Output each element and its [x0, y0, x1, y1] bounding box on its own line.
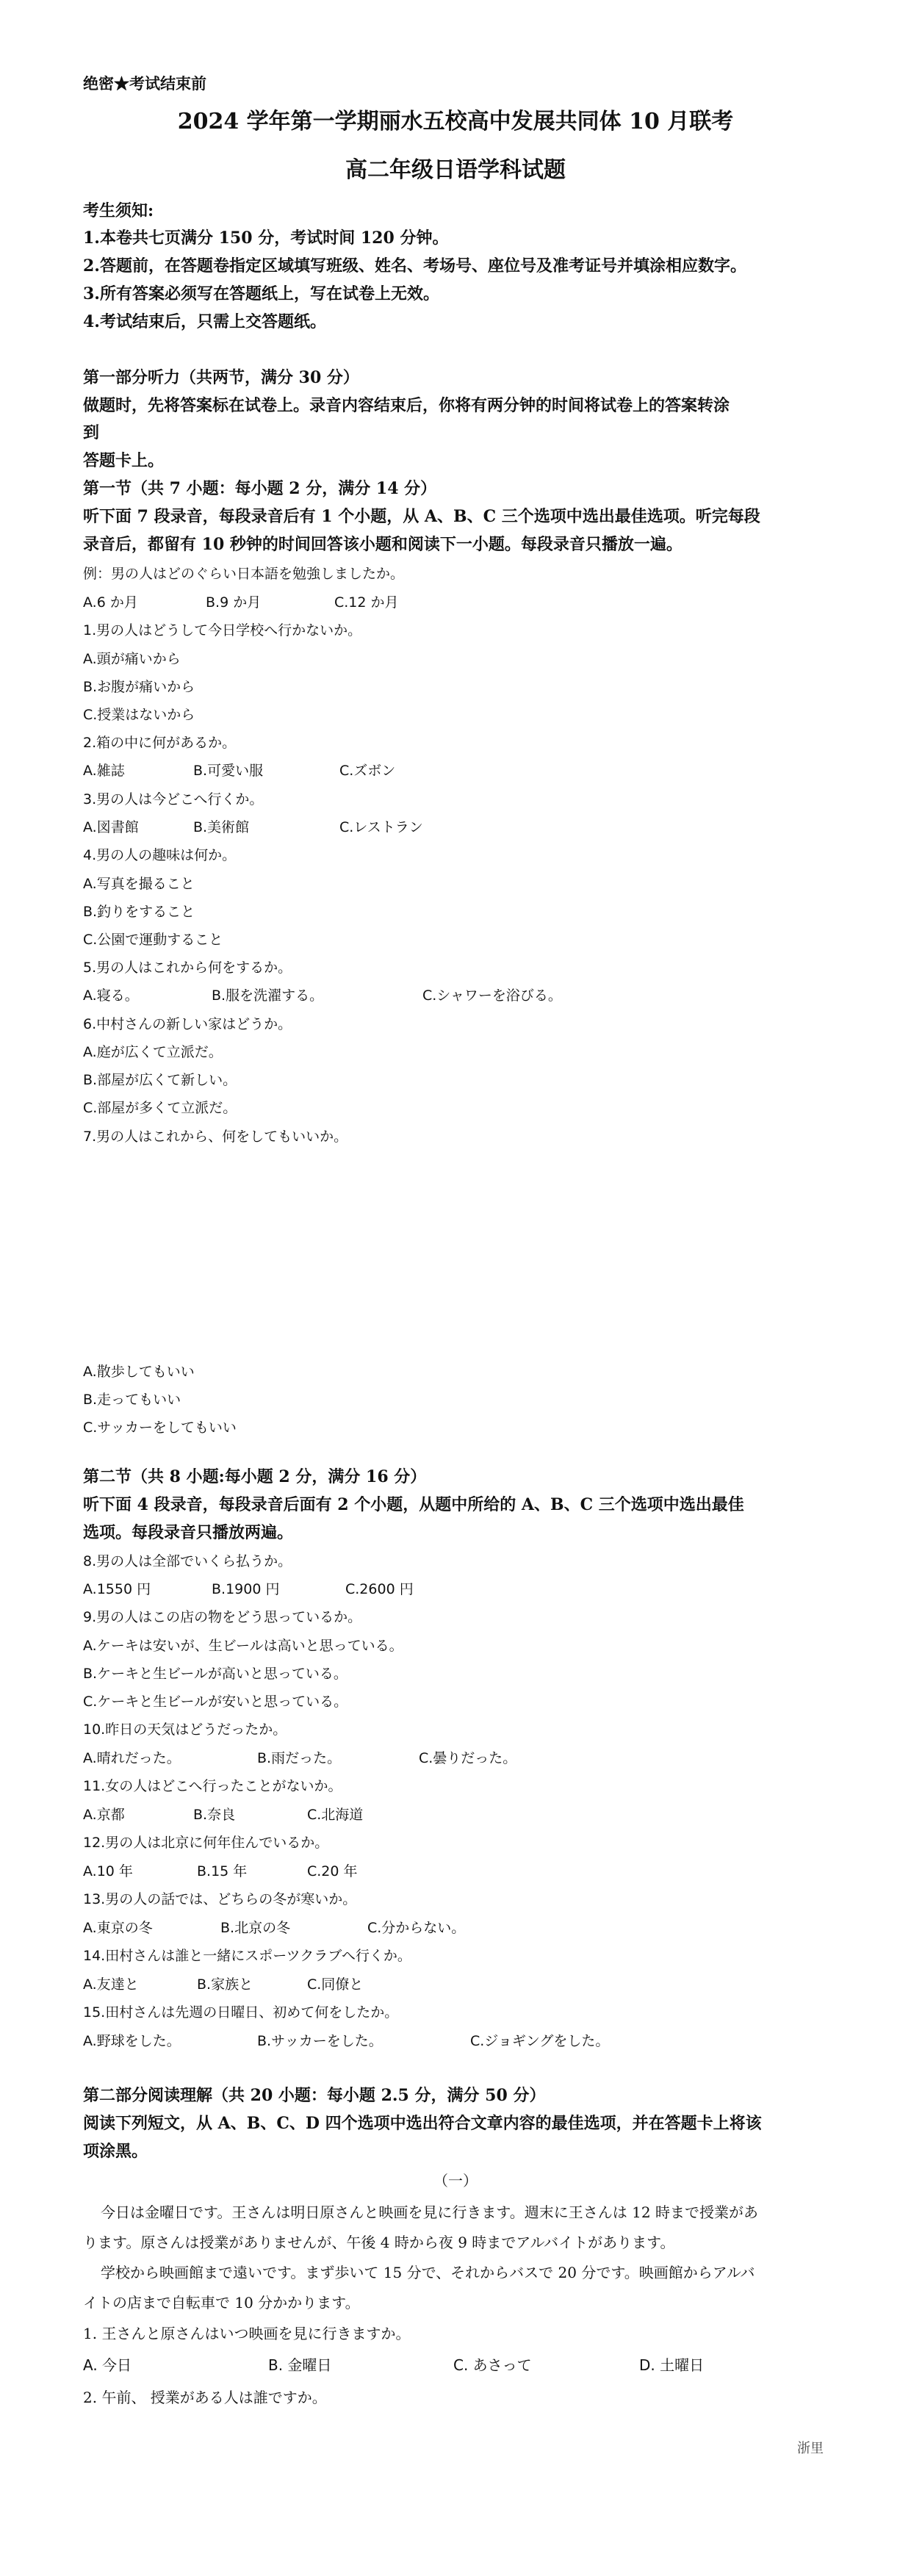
option-a: A.雑誌 — [83, 763, 125, 779]
option-b: B. 金曜日 — [268, 2356, 332, 2374]
option-c: C.12 か月 — [334, 594, 399, 611]
option-b: B.可愛い服 — [193, 763, 264, 779]
option-a: A.10 年 — [83, 1863, 133, 1879]
question: 2.箱の中に何があるか。 — [83, 735, 237, 751]
option-b: B.9 か月 — [206, 594, 262, 611]
option-c: C.部屋が多くて立派だ。 — [83, 1100, 237, 1116]
question: 5.男の人はこれから何をするか。 — [83, 960, 292, 976]
option-a: A.写真を撮ること — [83, 876, 195, 892]
option-c: C.曇りだった。 — [419, 1750, 517, 1766]
option-a: A.野球をした。 — [83, 2033, 181, 2049]
option-c: C.ケーキと生ビールが安いと思っている。 — [83, 1694, 348, 1710]
option-b: B.お腹が痛いから — [83, 679, 195, 695]
passage-line: 今日は金曜日です。王さんは明日原さんと映画を見に行きます。週末に王さんは 12 時まで授業があ — [101, 2203, 758, 2221]
option-c: C.授業はないから — [83, 707, 195, 723]
option-d: D. 土曜日 — [639, 2356, 705, 2374]
option-a: A.京都 — [83, 1807, 125, 1823]
section2-title: 第二节（共 8 小题:每小题 2 分，满分 16 分） — [83, 1467, 427, 1486]
question: 6.中村さんの新しい家はどうか。 — [83, 1016, 292, 1032]
option-a: A.晴れだった。 — [83, 1750, 181, 1766]
option-b: B.部屋が広くて新しい。 — [83, 1072, 237, 1088]
option-b: B.ケーキと生ビールが高いと思っている。 — [83, 1666, 348, 1682]
question: 14.田村さんは誰と一緒にスポーツクラブへ行くか。 — [83, 1948, 411, 1964]
notice-item: 3.所有答案必须写在答题纸上，写在试卷上无效。 — [83, 284, 439, 303]
option-b: B.サッカーをした。 — [257, 2033, 383, 2049]
option-a: A.ケーキは安いが、生ビールは高いと思っている。 — [83, 1638, 403, 1654]
part1-title: 第一部分听力（共两节，满分 30 分） — [83, 368, 359, 387]
option-a: A.頭が痛いから — [83, 651, 181, 667]
question: 10.昨日の天気はどうだったか。 — [83, 1721, 287, 1738]
option-c: C.サッカーをしてもいい — [83, 1420, 237, 1436]
option-a: A.庭が広くて立派だ。 — [83, 1044, 223, 1060]
option-b: B.釣りをすること — [83, 904, 195, 920]
option-a: A.友達と — [83, 1976, 139, 1993]
option-c: C.同僚と — [307, 1976, 364, 1993]
section2-instruction: 选项。每段录音只播放两遍。 — [83, 1523, 294, 1542]
option-b: B.服を洗濯する。 — [212, 987, 324, 1004]
passage-line: 学校から映画館まで遠いです。まず歩いて 15 分で、それからバスで 20 分です。映画館からアルバ — [101, 2264, 755, 2281]
passage-label: （一） — [433, 2172, 478, 2190]
option-c: C.ジョギングをした。 — [470, 2033, 610, 2049]
question: 4.男の人の趣味は何か。 — [83, 847, 237, 863]
section1-title: 第一节（共 7 小题：每小题 2 分，满分 14 分） — [83, 479, 437, 498]
option-a: A.散歩してもいい — [83, 1364, 195, 1380]
option-c: C.2600 円 — [345, 1581, 414, 1597]
option-c: C.20 年 — [307, 1863, 358, 1879]
example-question: 例：男の人はどのぐらい日本語を勉強しましたか。 — [83, 566, 405, 582]
subject-title: 高二年级日语学科试题 — [345, 157, 566, 183]
option-c: C.ズボン — [339, 763, 396, 779]
option-b: B.家族と — [197, 1976, 253, 1993]
option-b: B.1900 円 — [212, 1581, 280, 1597]
option-a: A.東京の冬 — [83, 1920, 153, 1936]
section1-instruction: 听下面 7 段录音，每段录音后有 1 个小题，从 A、B、C 三个选项中选出最佳选项。听完每段 — [83, 507, 760, 526]
notice-title: 考生须知: — [83, 201, 154, 220]
passage-line: ります。原さんは授業がありませんが、午後 4 時から夜 9 時までアルバイトがあります。 — [83, 2234, 675, 2251]
option-c: C.レストラン — [339, 819, 423, 835]
question: 11.女の人はどこへ行ったことがないか。 — [83, 1778, 342, 1794]
option-c: C.北海道 — [307, 1807, 364, 1823]
passage-line: イトの店まで自転車で 10 分かかります。 — [83, 2294, 360, 2311]
option-b: B.北京の冬 — [220, 1920, 291, 1936]
part2-instruction: 项涂黑。 — [83, 2142, 148, 2161]
option-b: B.15 年 — [197, 1863, 248, 1879]
question: 8.男の人は全部でいくら払うか。 — [83, 1553, 292, 1569]
part2-instruction: 阅读下列短文，从 A、B、C、D 四个选项中选出符合文章内容的最佳选项，并在答题卡上将该 — [83, 2114, 762, 2133]
option-b: B.美術館 — [193, 819, 250, 835]
option-b: B.雨だった。 — [257, 1750, 342, 1766]
question: 9.男の人はこの店の物をどう思っているか。 — [83, 1609, 362, 1625]
question: 7.男の人はこれから、何をしてもいいか。 — [83, 1129, 348, 1145]
option-a: A. 今日 — [83, 2356, 132, 2374]
section1-instruction: 录音后，都留有 10 秒钟的时间回答该小题和阅读下一小题。每段录音只播放一遍。 — [83, 535, 683, 554]
notice-item: 4.考试结束后，只需上交答题纸。 — [83, 312, 326, 331]
part1-instruction: 做题时，先将答案标在试卷上。录音内容结束后，你将有两分钟的时间将试卷上的答案转涂 — [83, 396, 730, 415]
section2-instruction: 听下面 4 段录音，每段录音后面有 2 个小题，从题中所给的 A、B、C 三个选项中选出最佳 — [83, 1495, 744, 1514]
option-c: C.分からない。 — [367, 1920, 466, 1936]
question: 1.男の人はどうして今日学校へ行かないか。 — [83, 622, 362, 638]
part2-title: 第二部分阅读理解（共 20 小题：每小题 2.5 分，满分 50 分） — [83, 2086, 546, 2105]
exam-title: 2024 学年第一学期丽水五校高中发展共同体 10 月联考 — [177, 109, 734, 134]
option-c: C.シャワーを浴びる。 — [422, 987, 562, 1004]
option-b: B.走ってもいい — [83, 1392, 181, 1408]
secret-label: 绝密★考试结束前 — [83, 74, 206, 93]
question: 15.田村さんは先週の日曜日、初めて何をしたか。 — [83, 2004, 399, 2021]
question: 2. 午前、 授業がある人は誰ですか。 — [83, 2389, 327, 2406]
notice-item: 2.答题前，在答题卷指定区域填写班级、姓名、考场号、座位号及准考证号并填涂相应数字。 — [83, 256, 746, 276]
question: 1. 王さんと原さんはいつ映画を見に行きますか。 — [83, 2325, 411, 2342]
question: 13.男の人の話では、どちらの冬が寒いか。 — [83, 1891, 357, 1907]
question: 3.男の人は今どこへ行くか。 — [83, 791, 264, 807]
part1-instruction: 到 — [83, 423, 100, 442]
footer-mark: 浙里 — [797, 2441, 824, 2456]
option-a: A.図書館 — [83, 819, 139, 835]
option-c: C.公園で運動すること — [83, 932, 223, 948]
option-a: A.1550 円 — [83, 1581, 151, 1597]
option-a: A.寝る。 — [83, 987, 139, 1004]
question: 12.男の人は北京に何年住んでいるか。 — [83, 1835, 329, 1851]
notice-item: 1.本卷共七页满分 150 分，考试时间 120 分钟。 — [83, 229, 449, 248]
part1-instruction: 答题卡上。 — [83, 451, 165, 470]
option-c: C. あさって — [453, 2356, 532, 2374]
option-b: B.奈良 — [193, 1807, 236, 1823]
option-a: A.6 か月 — [83, 594, 138, 611]
